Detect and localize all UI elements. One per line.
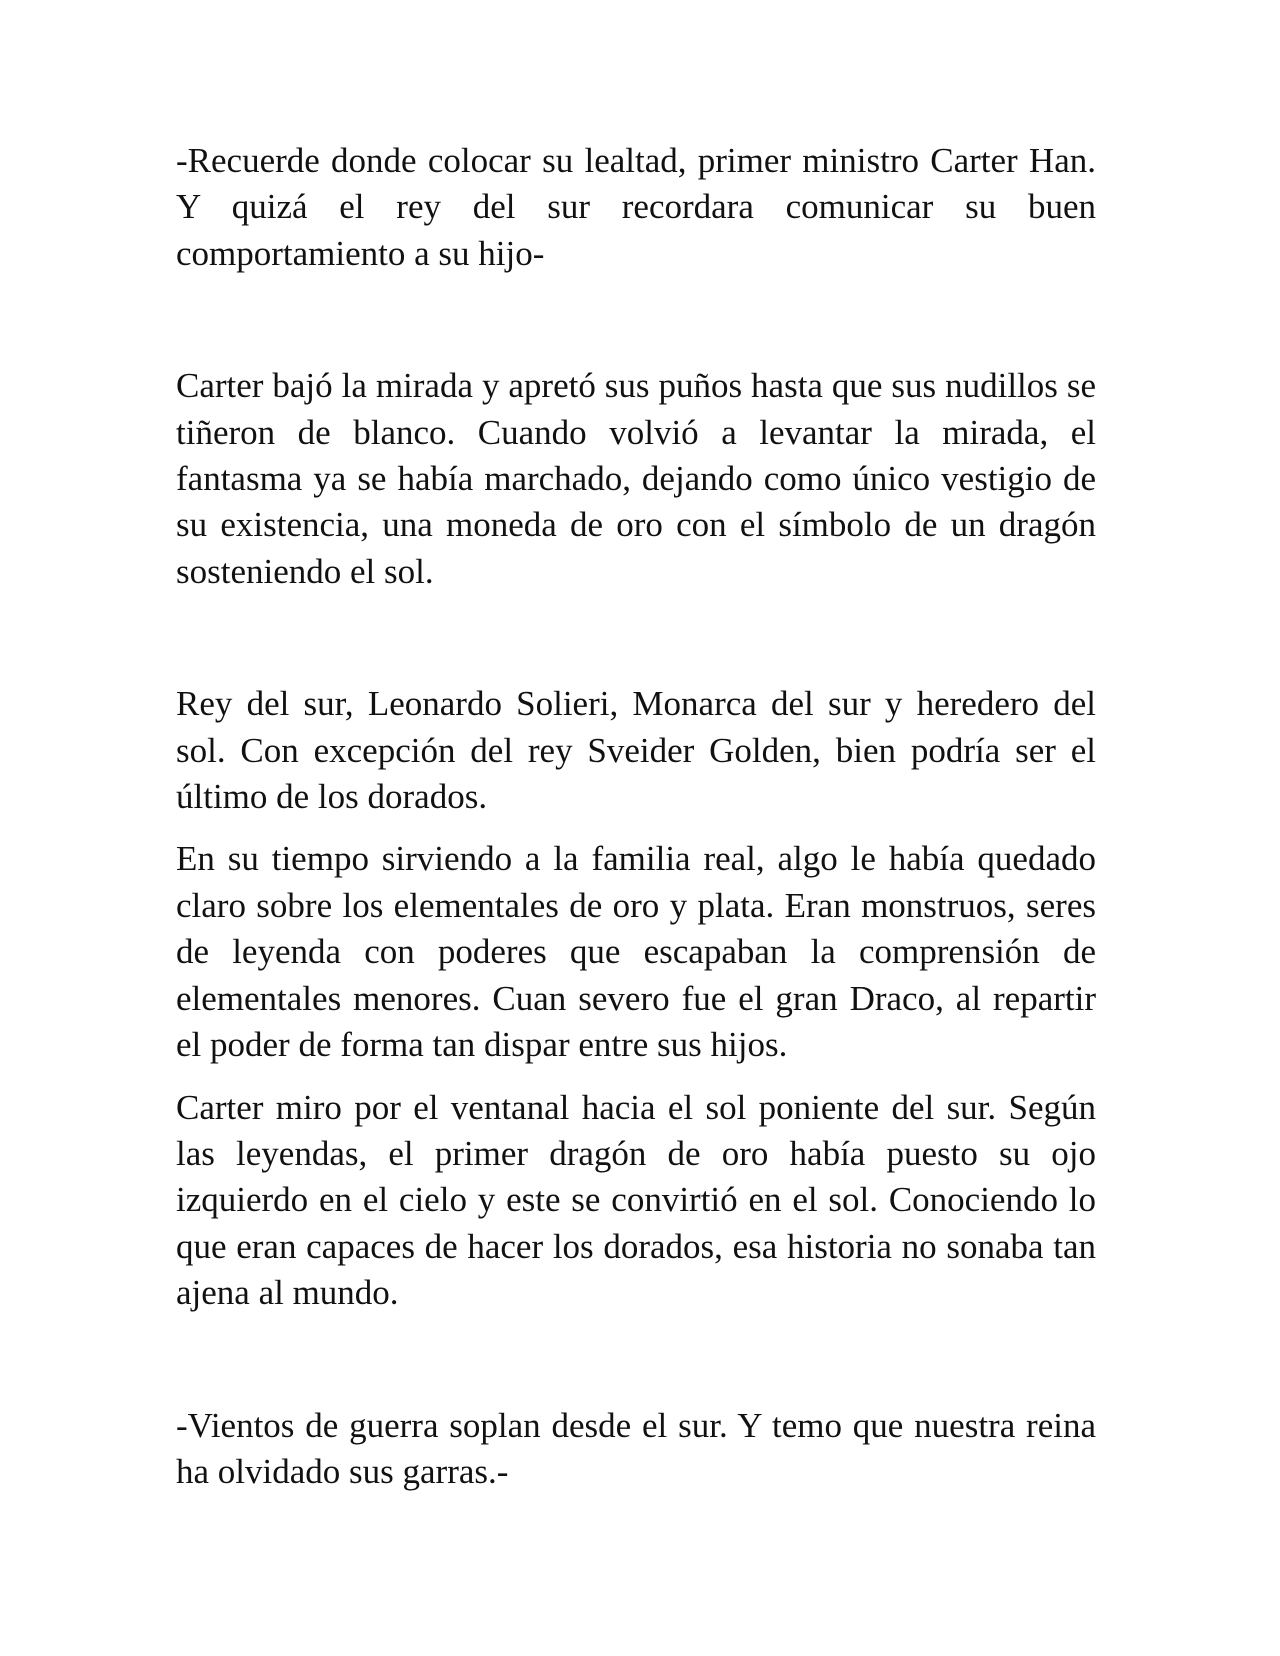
- paragraph-king-of-south: Rey del sur, Leonardo Solieri, Monarca del sur y heredero del sol. Con excepción del rey Sveider Golden, bien podría ser el último de los dorados.: [176, 684, 1096, 817]
- paragraph-elementals: En su tiempo sirviendo a la familia real, algo le había quedado claro sobre los elementales de oro y plata. Eran monstruos, seres de leyenda con poderes que escapaban la comprensión de elementales menores. Cuan severo fue el gran Draco, al repartir el poder de forma tan dispar entre sus hijos.: [176, 839, 1096, 1065]
- paragraph-sunset-legend: Carter miro por el ventanal hacia el sol poniente del sur. Según las leyendas, el primer dragón de oro había puesto su ojo izquierdo en el cielo y este se convirtió en el sol. Conociendo lo que eran capaces de hacer los dorados, esa historia no sonaba tan ajena al mundo.: [176, 1087, 1096, 1313]
- paragraph-carter-reaction: Carter bajó la mirada y apretó sus puños hasta que sus nudillos se tiñeron de blanco. Cuando volvió a levantar la mirada, el fantasma ya se había marchado, dejando como único vestigio de su existencia, una moneda de oro con el símbolo de un dragón sosteniendo el sol.: [176, 366, 1096, 591]
- document-page: [176, 138, 1096, 1495]
- paragraph-dialogue-loyalty: -Recuerde donde colocar su lealtad, primer ministro Carter Han. Y quizá el rey del sur recordara comunicar su buen comportamiento a su hijo-: [176, 141, 1096, 273]
- paragraph-dialogue-war: -Vientos de guerra soplan desde el sur. Y temo que nuestra reina ha olvidado sus garras.-: [176, 1405, 1096, 1491]
